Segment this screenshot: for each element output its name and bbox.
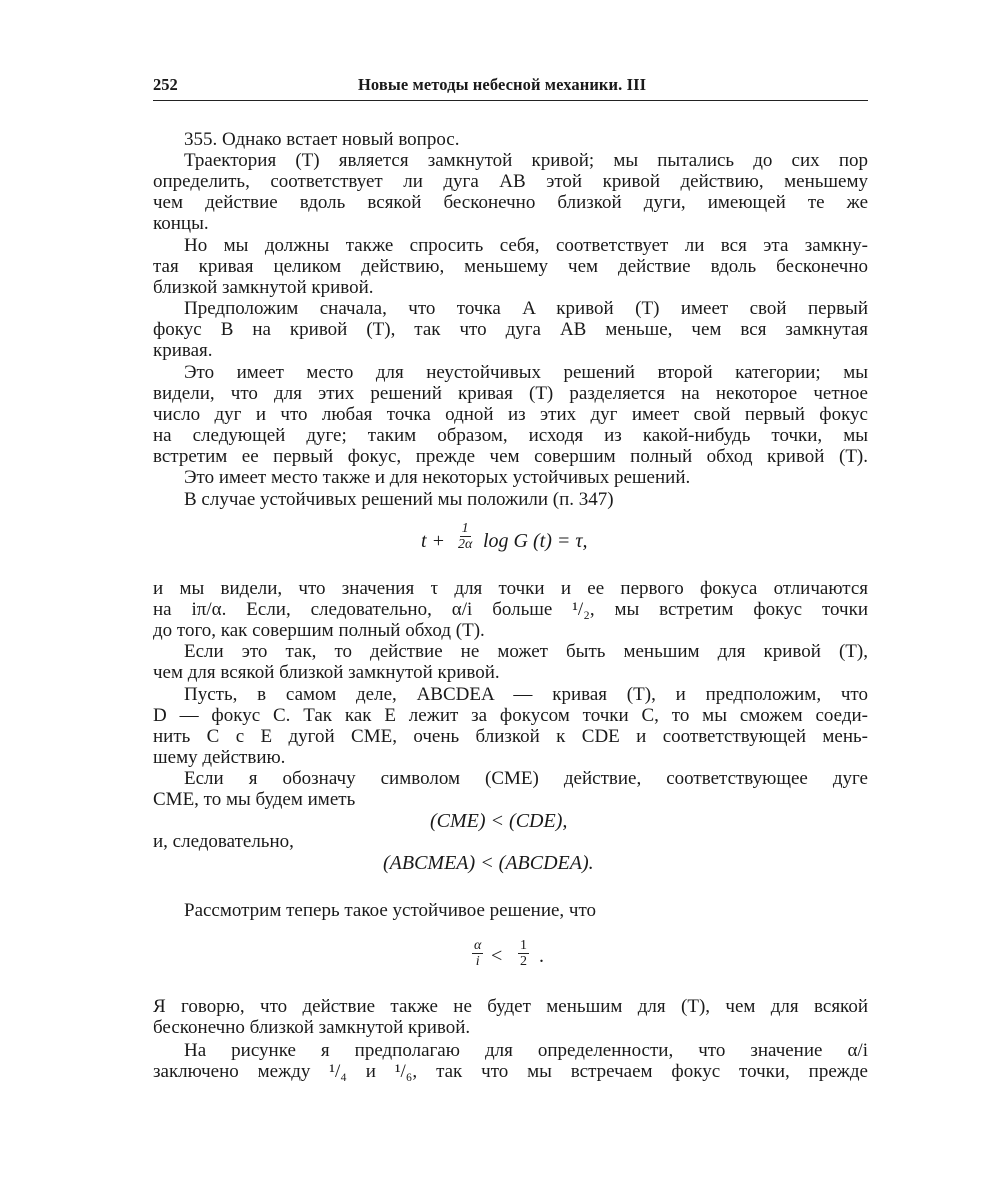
paragraph-line: фокус B на кривой (T), так что дуга AB меньше, чем вся замкнутая [153,319,868,340]
running-header [153,74,868,101]
paragraph-line: чем действие вдоль всякой бесконечно близкой дуги, имеющей те же [153,192,868,213]
paragraph-line: В случае устойчивых решений мы положили (п. 347) [184,489,614,510]
paragraph-line: до того, как совершим полный обход (T). [153,620,485,641]
equation-lhs: t + [421,530,446,552]
paragraph-line: на следующей дуге; таким образом, исходя из какой-нибудь точки, мы [153,425,868,446]
equation-fraction-alpha-i [472,938,483,969]
fraction-numerator: 1 [520,938,527,953]
equation-fraction [456,521,474,552]
paragraph-line: Рассмотрим теперь такое устойчивое решение, что [184,900,597,921]
equation-rhs: log G (t) = τ, [483,530,588,552]
paragraph-line: Это имеет место для неустойчивых решений второй категории; мы [184,362,868,383]
paragraph-line: и, следовательно, [153,831,294,852]
paragraph-line: тая кривая целиком действию, меньшему чем действие вдоль бесконечно [153,256,868,277]
paragraph-line: Я говорю, что действие также не будет меньшим для (T), чем для всякой [153,996,868,1017]
paragraph-line: заключено между ¹/₄ и ¹/₆, так что мы встречаем фокус точки, прежде [153,1061,868,1082]
paragraph-line: видели, что для этих решений кривая (T) разделяется на некоторое четное [153,383,868,404]
paragraph-line: кривая. [153,340,213,361]
paragraph-line: шему действию. [153,747,286,768]
paragraph-line: определить, соответствует ли дуга AB этой кривой действию, меньшему [153,171,868,192]
equation-cme-cde: (CME) < (CDE), [430,810,568,832]
paragraph-line: и мы видели, что значения τ для точки и ее первого фокуса отличаются [153,578,868,599]
paragraph-line: бесконечно близкой замкнутой кривой. [153,1017,471,1038]
paragraph-line: Но мы должны также спросить себя, соответствует ли вся эта замкну- [184,235,868,256]
paragraph-line: число дуг и что любая точка одной из этих дуг имеет свой первый фокус [153,404,868,425]
running-title: Новые методы небесной механики. III [358,75,647,94]
paragraph-line: Пусть, в самом деле, ABCDEA — кривая (T), и предположим, что [184,684,868,705]
fraction-numerator: 1 [461,521,469,536]
paragraph-line: Предположим сначала, что точка A кривой (T) имеет свой первый [184,298,868,319]
paragraph-line: Траектория (T) является замкнутой кривой; мы пытались до сих пор [184,150,868,171]
less-than-sign: < [491,945,503,967]
paragraph-line: Если я обозначу символом (CME) действие, соответствующее дуге [184,768,868,789]
equation-abcmea: (ABCMEA) < (ABCDEA). [383,852,594,874]
paragraph-line: близкой замкнутой кривой. [153,277,374,298]
fraction-denominator: i [475,954,480,969]
paragraph-line: встретим ее первый фокус, прежде чем совершим полный обход кривой (T). [153,446,868,467]
fraction-numerator: α [474,938,482,953]
paragraph-line: D — фокус C. Так как E лежит за фокусом точки C, то мы сможем соеди- [153,705,868,726]
paragraph-line: 355. Однако встает новый вопрос. [184,129,460,150]
paragraph-line: На рисунке я предполагаю для определенности, что значение α/i [184,1040,868,1061]
paragraph-line: нить C с E дугой CME, очень близкой к CDE и соответствующей мень- [153,726,868,747]
fraction-denominator: 2 [520,954,527,969]
equation-period: . [539,945,544,967]
paragraph-line: чем для всякой близкой замкнутой кривой. [153,662,500,683]
paragraph-line: CME, то мы будем иметь [153,789,356,810]
equation-fraction-one-half [518,938,529,969]
fraction-denominator: 2α [458,537,473,552]
paragraph-line: Если это так, то действие не может быть меньшим для кривой (T), [184,641,868,662]
page-number: 252 [153,75,178,94]
paragraph-line: Это имеет место также и для некоторых устойчивых решений. [184,467,691,488]
paragraph-line: концы. [153,213,209,234]
paragraph-line: на iπ/α. Если, следовательно, α/i больше ¹/₂, мы встретим фокус точки [153,599,868,620]
